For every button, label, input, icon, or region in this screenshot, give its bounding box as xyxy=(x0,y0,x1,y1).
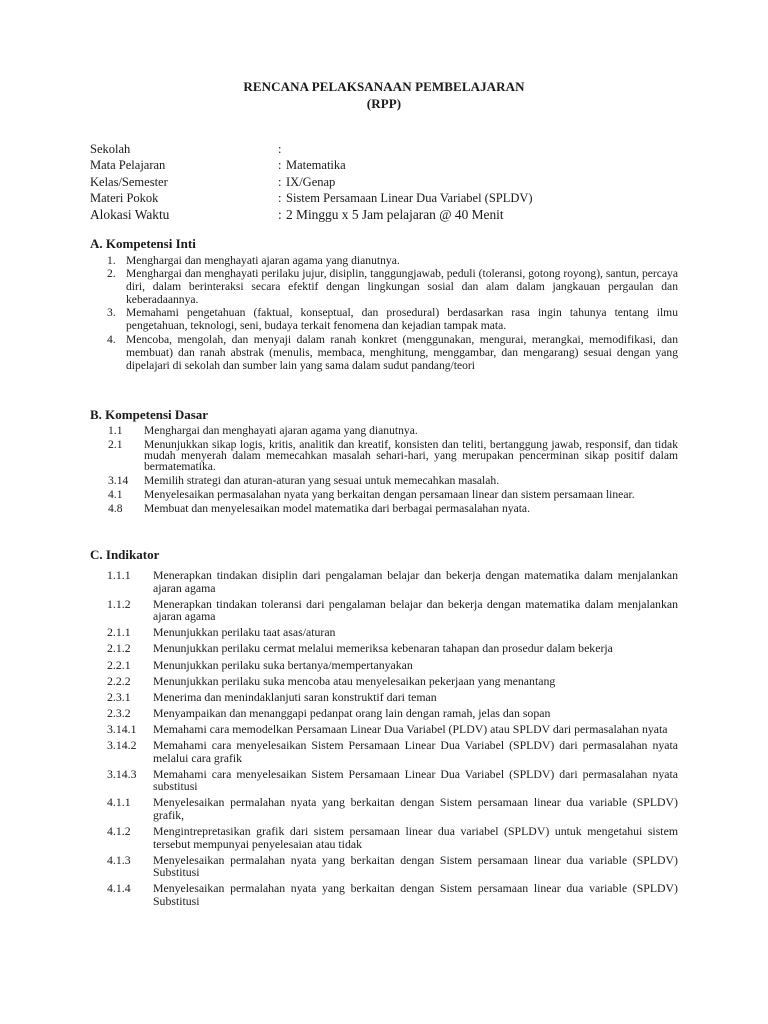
list-item xyxy=(90,475,678,486)
document-subtitle: (RPP) xyxy=(366,96,402,111)
item-number: 2.1 xyxy=(108,438,123,451)
list-item xyxy=(90,882,678,907)
identity-label: Alokasi Waktu xyxy=(90,206,170,222)
item-text: Menunjukkan perilaku taat asas/aturan xyxy=(153,625,336,640)
item-number: 4.1.4 xyxy=(107,881,131,896)
list-item xyxy=(90,659,678,672)
item-text: Memahami cara memodelkan Persamaan Linear Dua Variabel (PLDV) atau SPLDV dari permasalahan nyata xyxy=(153,721,668,736)
item-text: Menyampaikan dan menanggapi pedanpat orang lain dengan ramah, jelas dan sopan xyxy=(153,705,551,720)
item-number: 4.1.2 xyxy=(107,824,131,839)
list-item xyxy=(90,675,678,688)
item-number: 3. xyxy=(107,306,116,320)
item-number: 4.1.3 xyxy=(107,852,131,867)
item-number: 1.1 xyxy=(108,424,123,437)
identity-value: Matematika xyxy=(286,158,346,173)
list-item xyxy=(90,569,678,594)
item-number: 2. xyxy=(107,267,116,281)
item-number: 2.1.1 xyxy=(107,625,131,640)
item-text: Membuat dan menyelesaikan model matematika dari berbagai permasalahan nyata. xyxy=(144,502,530,516)
item-text: Menerapkan tindakan toleransi dari pengalaman belajar dan bekerja dengan matematika dalam menjalankan ajaran agama xyxy=(153,596,678,624)
item-number: 4.1 xyxy=(108,488,123,502)
item-number: 4. xyxy=(107,332,116,346)
item-number: 2.3.2 xyxy=(107,705,131,720)
item-text: Memilih strategi dan aturan-aturan yang sesuai untuk memecahkan masalah. xyxy=(144,474,500,488)
item-text: Menghargai dan menghayati ajaran agama yang dianutnya. xyxy=(126,254,400,267)
item-number: 2.1.2 xyxy=(107,641,131,656)
item-text: Memahami pengetahuan (faktual, konseptual, dan prosedural) berdasarkan rasa ingin tahunya tentang ilmu pengetahuan, teknologi, seni, budaya terkait fenomena dan kejadian tampak mata. xyxy=(126,306,678,333)
item-number: 4.1.1 xyxy=(107,795,131,810)
item-number: 2.3.1 xyxy=(107,689,131,704)
item-number: 3.14.1 xyxy=(107,721,137,736)
identity-value: IX/Genap xyxy=(286,174,336,189)
item-text: Menyelesaikan permalahan nyata yang berkaitan dengan Sistem persamaan linear dua variable (SPLDV) Substitusi xyxy=(153,852,678,880)
item-number: 3.14.3 xyxy=(107,766,137,781)
section-kompetensi-dasar xyxy=(90,407,678,517)
item-number: 2.2.1 xyxy=(107,657,131,672)
list-item xyxy=(90,439,678,473)
list-item xyxy=(90,254,678,267)
list-item xyxy=(90,796,678,821)
list-item xyxy=(90,425,678,436)
item-text: Menunjukkan perilaku cermat melalui memeriksa kebenaran tahapan dan prosedur dalam bekerja xyxy=(153,641,613,656)
identity-value: 2 Minggu x 5 Jam pelajaran @ 40 Menit xyxy=(286,206,504,222)
item-text: Menerapkan tindakan disiplin dari pengalaman belajar dan bekerja dengan matematika dalam menjalankan ajaran agama xyxy=(153,568,678,595)
identity-colon: : xyxy=(278,206,282,222)
identity-colon: : xyxy=(278,174,282,189)
item-text: Menunjukkan perilaku suka bertanya/mempertanyakan xyxy=(153,657,413,672)
identity-colon: : xyxy=(278,158,282,173)
section-heading: B. Kompetensi Dasar xyxy=(90,407,209,422)
section-indikator xyxy=(90,547,678,911)
identity-colon: : xyxy=(278,191,282,206)
identity-label: Sekolah xyxy=(90,142,131,156)
identity-colon: : xyxy=(278,142,282,156)
item-text: Menunjukkan sikap logis, kritis, analitik dan kreatif, konsisten dan teliti, bertanggung jawab, responsif, dan tidak mudah menyerah dalam memecahkan masalah sehari-hari, yang merupakan pencerminan sikap positif dalam bermatematika. xyxy=(144,438,678,474)
list-item xyxy=(90,267,678,306)
list-item xyxy=(90,723,678,736)
item-text: Menerima dan menindaklanjuti saran konstruktif dari teman xyxy=(153,689,437,704)
item-text: Memahami cara menyelesaikan Sistem Persamaan Linear Dua Variabel (SPLDV) dari permasalahan nyata melalui cara grafik xyxy=(153,738,678,765)
identity-label: Mata Pelajaran xyxy=(90,158,166,173)
list-item xyxy=(90,598,678,623)
list-item xyxy=(90,642,678,655)
item-number: 1. xyxy=(107,254,116,267)
item-text: Menyelesaikan permalahan nyata yang berkaitan dengan Sistem persamaan linear dua variable (SPLDV) Substitusi xyxy=(153,881,678,909)
list-item xyxy=(90,691,678,704)
list-item xyxy=(90,739,678,764)
section-heading: A. Kompetensi Inti xyxy=(90,236,196,251)
list-item xyxy=(90,707,678,720)
item-number: 1.1.1 xyxy=(107,568,131,582)
list-item xyxy=(90,854,678,879)
document-title: RENCANA PELAKSANAAN PEMBELAJARAN xyxy=(243,79,525,94)
item-text: Menyelesaikan permasalahan nyata yang berkaitan dengan persamaan linear dan sistem persamaan linear. xyxy=(144,488,635,502)
list-item xyxy=(90,626,678,639)
item-number: 2.2.2 xyxy=(107,673,131,688)
item-text: Menghargai dan menghayati ajaran agama yang dianutnya. xyxy=(144,424,418,437)
item-number: 4.8 xyxy=(108,502,123,516)
item-text: Mengintrepretasikan grafik dari sistem persamaan linear dua variabel (SPLDV) untuk mengetahui sistem tersebut mempunyai penyelesaian atau tidak xyxy=(153,824,678,851)
identity-value: Sistem Persamaan Linear Dua Variabel (SPLDV) xyxy=(286,191,533,206)
section-heading: C. Indikator xyxy=(90,547,160,562)
item-number: 3.14.2 xyxy=(107,738,137,753)
list-item xyxy=(90,489,678,500)
item-text: Memahami cara menyelesaikan Sistem Persamaan Linear Dua Variabel (SPLDV) dari permasalahan nyata substitusi xyxy=(153,766,678,794)
item-text: Mencoba, mengolah, dan menyaji dalam ranah konkret (menggunakan, mengurai, merangkai, memodifikasi, dan membuat) dan ranah abstrak (menulis, membaca, menghitung, menggambar, dan mengarang) sesuai dengan yang dipelajari di sekolah dan sumber lain yang sama dalam sudut pandang/teori xyxy=(126,332,678,372)
item-text: Menunjukkan perilaku suka mencoba atau menyelesaikan pekerjaan yang menantang xyxy=(153,673,556,688)
item-number: 3.14 xyxy=(108,474,129,488)
list-item xyxy=(90,333,678,372)
item-text: Menghargai dan menghayati perilaku jujur, disiplin, tanggungjawab, peduli (toleransi, gotong royong), santun, percaya diri, dalam berinteraksi secara efektif dengan lingkungan sosial dan alam dalam jangkauan pergaulan dan keberadaannya. xyxy=(126,267,678,307)
identity-label: Materi Pokok xyxy=(90,191,159,206)
list-item xyxy=(90,503,678,514)
list-item xyxy=(90,768,678,793)
item-number: 1.1.2 xyxy=(107,596,131,611)
section-kompetensi-inti xyxy=(90,236,678,372)
identity-label: Kelas/Semester xyxy=(90,174,168,189)
item-text: Menyelesaikan permalahan nyata yang berkaitan dengan Sistem persamaan linear dua variable (SPLDV) grafik, xyxy=(153,795,678,822)
list-item xyxy=(90,825,678,850)
list-item xyxy=(90,306,678,332)
